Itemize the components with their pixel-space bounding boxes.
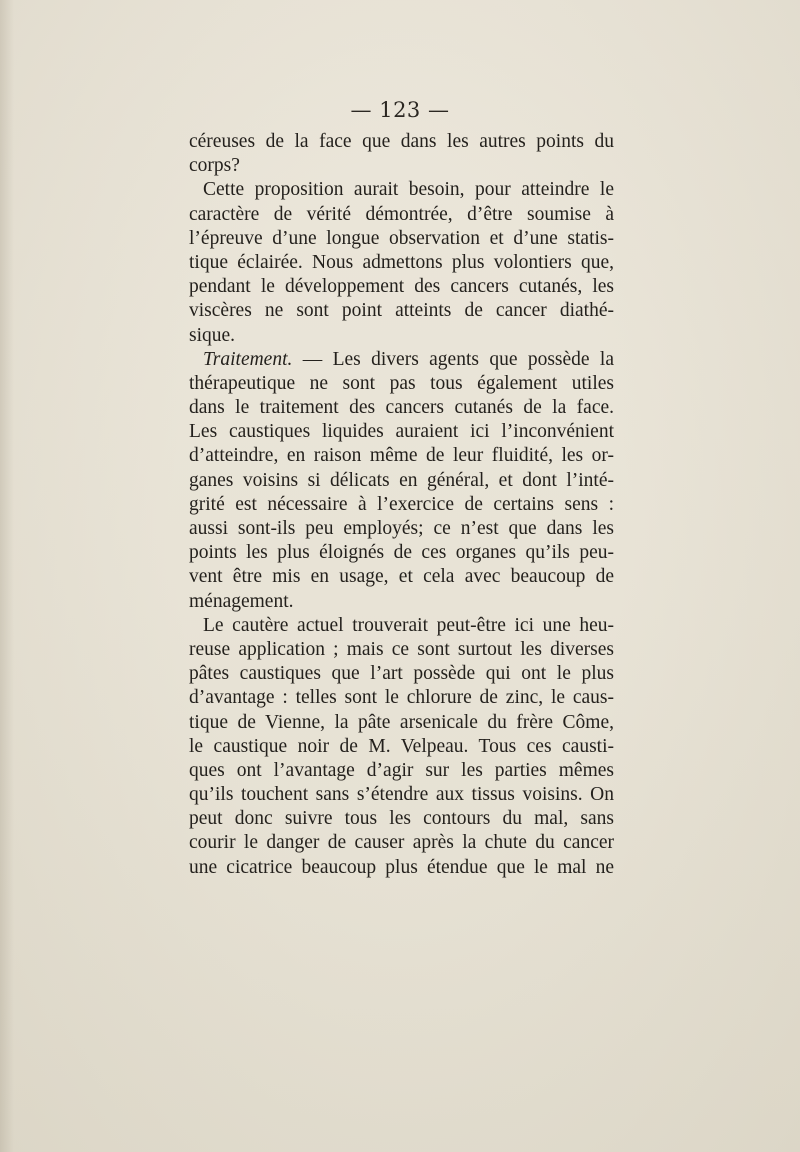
body-text [189, 130, 614, 880]
text-line: Le cautère actuel trouverait peut-être ici une heu- [203, 614, 614, 636]
text-line: corps? [189, 155, 240, 177]
text-line: céreuses de la face que dans les autres points du [189, 131, 614, 152]
text-line: d’avantage : telles sont le chlorure de zinc, le caus- [189, 687, 614, 709]
text-line: points les plus éloignés de ces organes qu’ils peu- [189, 542, 614, 564]
text-line: sique. [189, 324, 236, 346]
text-line: reuse application ; mais ce sont surtout les diverses [189, 638, 614, 660]
text-line: une cicatrice beaucoup plus étendue que le mal ne [189, 856, 614, 878]
text-line: qu’ils touchent sans s’étendre aux tissus voisins. On [189, 784, 614, 806]
text-line: pâtes caustiques que l’art possède qui ont le plus [189, 663, 614, 685]
text-line: thérapeutique ne sont pas tous également utiles [189, 372, 614, 394]
text-line: pendant le développement des cancers cutanés, les [189, 276, 614, 298]
text-line: Les caustiques liquides auraient ici l’inconvénient [189, 421, 614, 443]
text-line: Cette proposition aurait besoin, pour atteindre le [203, 179, 614, 201]
text-line [189, 348, 614, 372]
text-line: courir le danger de causer après la chute du cancer [189, 832, 614, 854]
text-line: tique de Vienne, la pâte arsenicale du frère Côme, [189, 711, 614, 733]
page-number: — 123 — [350, 98, 450, 122]
section-heading-italic: Traitement. [203, 348, 293, 370]
text-line: vent être mis en usage, et cela avec beaucoup de [189, 566, 614, 588]
text-line: peut donc suivre tous les contours du mal, sans [189, 808, 614, 830]
page-edge-shadow [0, 0, 14, 1152]
text-line: aussi sont-ils peu employés; ce n’est que dans les [189, 518, 614, 539]
text-line: d’atteindre, en raison même de leur fluidité, les or- [189, 445, 614, 467]
text-line: caractère de vérité démontrée, d’être soumise à [189, 203, 614, 225]
text-line: ques ont l’avantage d’agir sur les parties mêmes [189, 759, 614, 781]
text-line: viscères ne sont point atteints de cancer diathé- [189, 300, 614, 322]
text-line: ganes voisins si délicats en général, et dont l’inté- [189, 469, 614, 491]
text-line: dans le traitement des cancers cutanés de la face. [189, 397, 614, 419]
text-line: l’épreuve d’une longue observation et d’une statis- [189, 227, 614, 249]
text-line: le caustique noir de M. Velpeau. Tous ces causti- [189, 735, 614, 757]
text-line: ménagement. [189, 590, 294, 612]
text-line: tique éclairée. Nous admettons plus volontiers que, [189, 251, 614, 273]
text-line: grité est nécessaire à l’exercice de certains sens : [189, 493, 614, 515]
text-line-content: — Les divers agents que possède la [302, 348, 614, 370]
